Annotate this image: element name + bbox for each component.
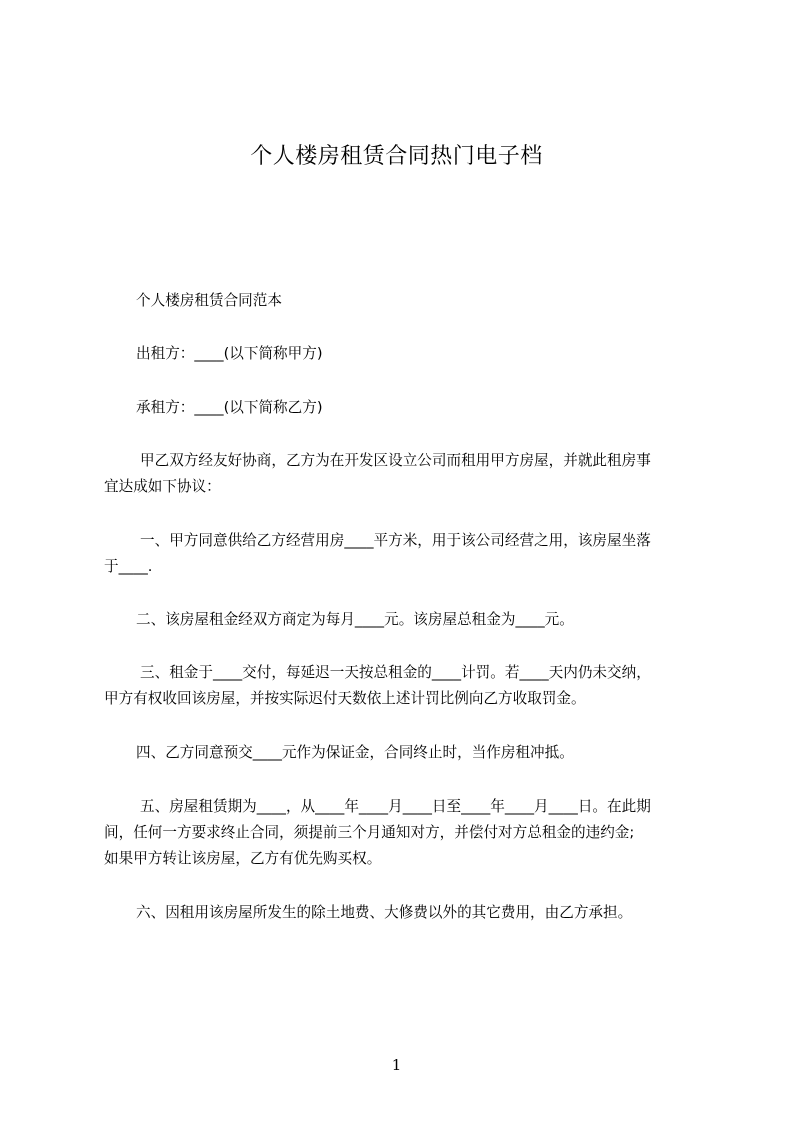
paragraph-line: 四、乙方同意预交____元作为保证金，合同终止时，当作房租冲抵。 [136,744,574,761]
paragraph-line: 如果甲方转让该房屋，乙方有优先购买权。 [104,850,382,867]
paragraph-clause-2 [104,607,694,633]
page-number: 1 [391,1056,402,1074]
paragraph-clause-1 [104,528,694,580]
paragraph-clause-5 [104,794,694,872]
paragraph-line: 一、甲方同意供给乙方经营用房____平方米，用于该公司经营之用，该房屋坐落 [140,532,651,549]
paragraph-line: 六、因租用该房屋所发生的除土地费、大修费以外的其它费用，由乙方承担。 [136,904,633,921]
paragraph-line: 三、租金于____交付，每延迟一天按总租金的____计罚。若____天内仍未交纳， [140,664,651,681]
paragraph-clause-4 [104,740,694,766]
paragraph-lessee [104,395,694,421]
paragraph-line: 甲乙双方经友好协商，乙方为在开发区设立公司而租用甲方房屋，并就此租房事 [140,452,651,469]
paragraph-line: 间，任何一方要求终止合同，须提前三个月通知对方，并偿付对方总租金的违约金; [104,824,635,841]
paragraph-template-name [104,288,694,314]
paragraph-line: 甲方有权收回该房屋，并按实际迟付天数依上述计罚比例向乙方收取罚金。 [104,690,586,707]
paragraph-line: 二、该房屋租金经双方商定为每月____元。该房屋总租金为____元。 [136,611,574,628]
paragraph-lessor [104,341,694,367]
paragraph-line: 出租方：____(以下简称甲方) [136,345,323,362]
paragraph-line: 承租方：____(以下简称乙方) [136,399,323,416]
paragraph-preamble [104,448,694,500]
paragraph-line: 个人楼房租赁合同范本 [136,292,282,309]
paragraph-clause-6 [104,900,694,926]
paragraph-clause-3 [104,660,694,712]
paragraph-line: 于____. [104,558,153,575]
paragraph-line: 宜达成如下协议： [104,478,221,495]
document-title: 个人楼房租赁合同热门电子档 [250,144,543,169]
paragraph-line: 五、房屋租赁期为____，从____年____月____日至____年____月____日。在此期 [140,798,651,815]
